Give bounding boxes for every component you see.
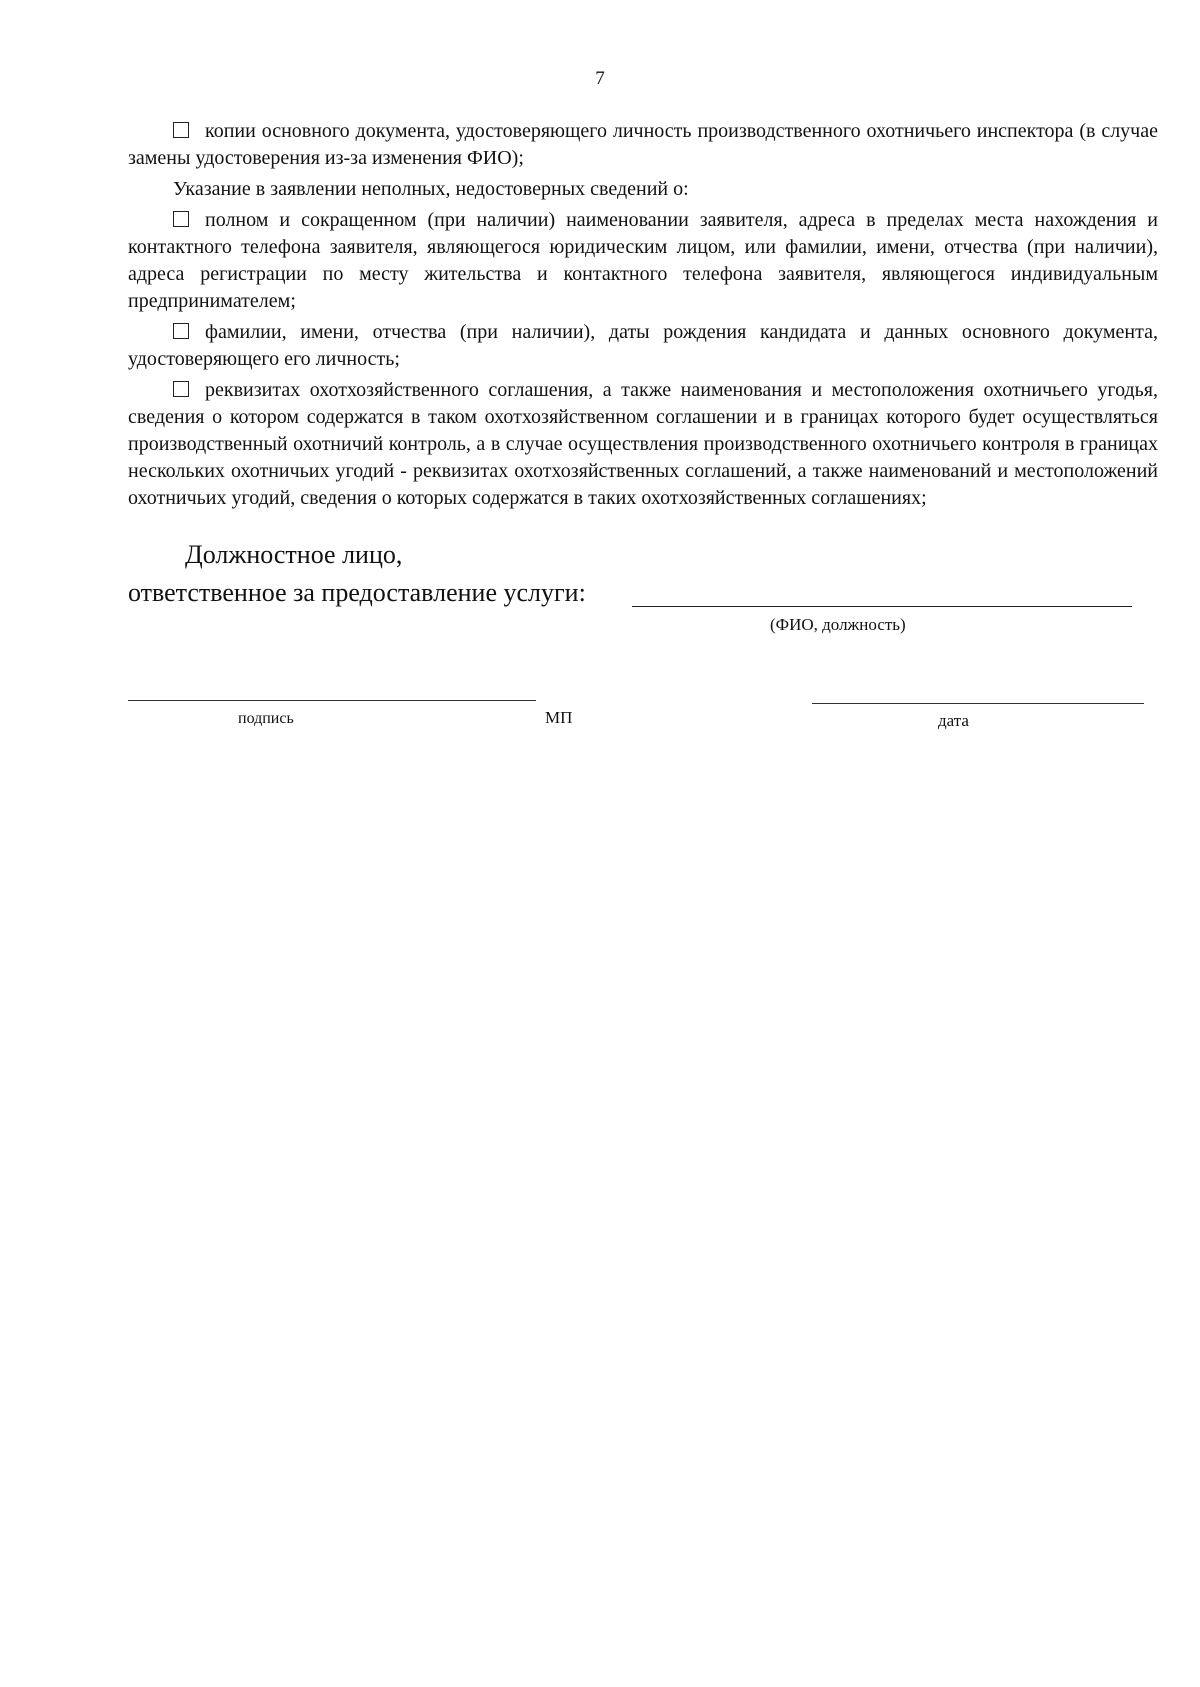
checklist-item-applicant-name <box>128 207 1158 315</box>
checklist-item-candidate-data <box>128 319 1158 373</box>
item-text: реквизитах охотхозяйственного соглашения, а также наименования и местоположения охотничьего угодья, сведения о котором содержатся в таком охотхозяйственном соглашении и в границах которого будет осуществляться производственный охотничий контроль, а в случае осуществления производственного охотничьего контроля в границах нескольких охотничьих угодий - реквизитах охотхозяйственных соглашений, а также наименований и местоположений охотничьих угодий, сведения о которых содержатся в таких охотхозяйственных соглашениях; <box>128 379 1158 509</box>
checkbox-icon[interactable] <box>173 323 189 339</box>
checkbox-icon[interactable] <box>173 211 189 227</box>
signature-field[interactable] <box>128 700 536 701</box>
date-caption: дата <box>938 711 969 730</box>
checkbox-icon[interactable] <box>173 381 189 397</box>
date-field[interactable] <box>812 703 1144 704</box>
checklist-item-copy-passport <box>128 118 1158 172</box>
signature-caption: подпись <box>238 710 294 727</box>
section-header-incomplete: Указание в заявлении неполных, недостоверных сведений о: <box>173 178 689 200</box>
stamp-caption: МП <box>545 708 573 727</box>
item-text: полном и сокращенном (при наличии) наименовании заявителя, адреса в пределах места нахождения и контактного телефона заявителя, являющегося юридическим лицом, или фамилии, имени, отчества (при наличии), адреса регистрации по месту жительства и контактного телефона заявителя, являющегося индивидуальным предпринимателем; <box>128 209 1158 312</box>
checklist-item-agreement-details <box>128 377 1158 512</box>
page-number: 7 <box>595 68 605 89</box>
official-label-line1: Должностное лицо, <box>185 540 403 569</box>
fio-caption: (ФИО, должность) <box>770 615 906 634</box>
item-text: фамилии, имени, отчества (при наличии), даты рождения кандидата и данных основного документа, удостоверяющего его личность; <box>128 321 1158 370</box>
checkbox-icon[interactable] <box>173 122 189 138</box>
item-text: копии основного документа, удостоверяющего личность производственного охотничьего инспектора (в случае замены удостоверения из-за изменения ФИО); <box>128 120 1158 169</box>
official-label-line2: ответственное за предоставление услуги: <box>128 578 586 607</box>
official-fio-field[interactable] <box>632 606 1132 607</box>
document-body <box>128 118 1158 516</box>
